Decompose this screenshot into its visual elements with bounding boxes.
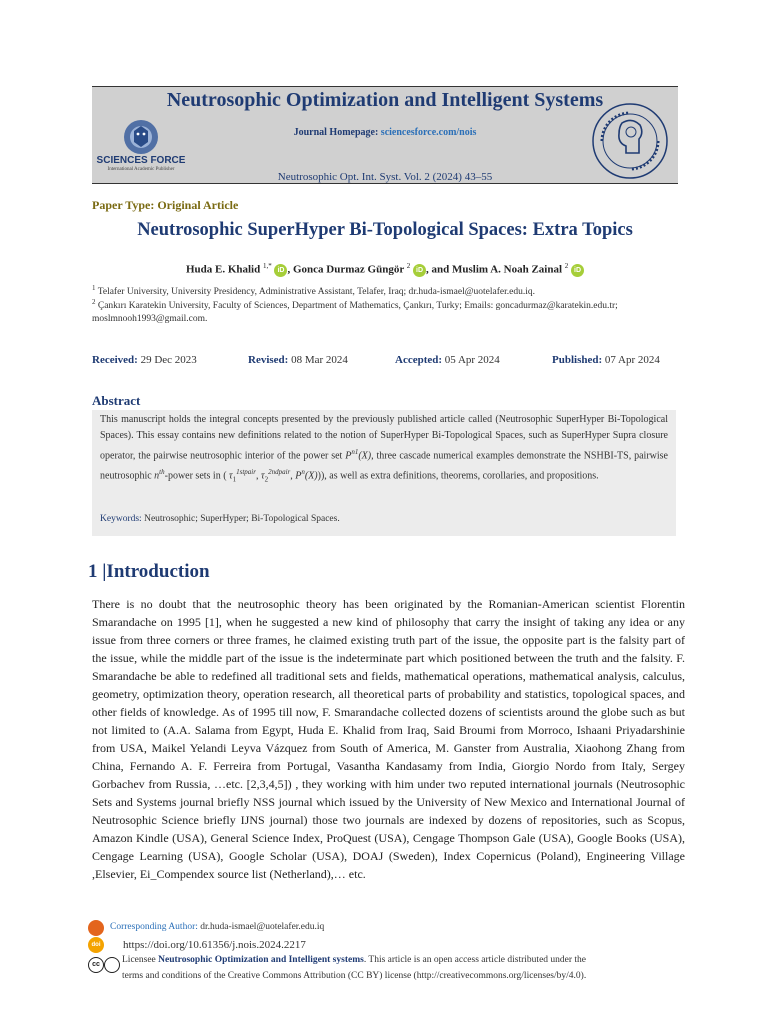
accepted-date: Accepted: 05 Apr 2024 [395,354,500,366]
affiliation [92,296,678,326]
license-line: cc Licensee Neutrosophic Optimization and Intelligent systems. This article is an open access article distributed under the [92,955,586,965]
journal-header [92,86,678,184]
publisher-tagline: International Academic Publisher [107,167,175,172]
publisher-logo-text: SCIENCES FORCE [96,155,186,166]
doi-icon: doi [88,937,104,953]
lion-shield-icon [94,115,188,175]
affiliation-number: 2 [92,298,96,306]
homepage-link[interactable]: sciencesforce.com/nois [380,127,477,138]
keywords [100,514,340,524]
journal-title: Neutrosophic Optimization and Intelligent Systems [166,89,604,111]
author-separator: , [287,263,291,276]
nois-journal-logo [590,101,670,181]
homepage-label: Journal Homepage: [293,127,379,138]
attribution-icon [104,957,120,973]
email-icon [88,920,104,936]
affiliation-text: Telafer University, University Presidency, Administrative Assistant, Telafer, Iraq; dr.huda-ismael@uotelafer.edu.iq. [97,287,535,298]
sciences-force-logo [94,115,188,175]
author-list [92,262,678,277]
creative-commons-icon: cc [88,957,104,973]
author-name: Huda E. Khalid [185,263,261,276]
brain-head-icon [590,101,670,181]
author-affiliation-mark: 2 [406,262,411,270]
author-name: Muslim A. Noah Zainal [452,263,563,276]
orcid-icon[interactable]: iD [274,264,287,277]
revised-date: Revised: 08 Mar 2024 [248,354,348,366]
received-date: Received: 29 Dec 2023 [92,354,197,366]
abstract-text: This manuscript holds the integral concepts presented by the previously published article called (Neutrosophic SuperHyper Bi-Topological Spaces). This essay contains new definitions related to the notion of SuperHyper Bi-Topological Spaces, such as SuperHyper Supra closure operator, the pairwise neutrosophic interior of the power set $P^{n1}(X)$, three cascade numerical examples demonstrate the NSHBI-TS, pairwise neutrosophic $n^{th}$-power sets in ( $\tau_1^{1stpair}$, $\tau_2^{2ndpair}$, $P^n(X)$)), as well as extra definitions, theorems, corollaries, and propositions. [100,414,668,484]
section-heading-introduction: 1 |Introduction [88,561,210,582]
license-journal-name: Neutrosophic Optimization and Intelligent systems [158,955,364,965]
orcid-icon[interactable]: iD [413,264,426,277]
paper-title: Neutrosophic SuperHyper Bi-Topological Spaces: Extra Topics [137,220,633,240]
abstract-box [92,410,676,536]
introduction-paragraph: There is no doubt that the neutrosophic theory has been originated by the Romanian-American scientist Florentin Smarandache on 1995 [1], when he suggested a new kind of philosophy that carry the insight of taking any idea or any issue from three corners or three frames, he claimed existing truth part of the issue, the opposite part is the falsity part of the issue, while the middle part of the issue is the indeterminate part which positioned between the truth and the falsity. F. Smarandache be able to redefined all traditional sets and fields, mathematical operations, mathematical analysis, calculus, geometry, optimization theory, operation research, all theoretical parts of probability and statistics, topological spaces, and other fields of knowledge. As of 1995 till now, F. Smarandache collected dozens of scientists around the globe such as but not limited to (A.A. Salama from Egypt, Huda E. Khalid from Iraq, Said Broumi from Morroco, Ishaani Priyadarshinie from USA, Maikel Yelandi Leyva Vázquez from South of America, M. Ganster from Australia, Xiaohong Zhang from China, Fernando A. F. Ferreira from Portugal, Vasantha Kandasamy from India, Giorgio Nordo from Italy, Sergey Gorbachev from Russia, …etc. [2,3,4,5]) , they working with him under two reputed international journals (Neutrosophic Sets and Systems journal briefly NSS journal which issued by the University of New Mexico and International Journal of Neutrosophic Science briefly IJNS journal) those two journals are indexed by dozens of repositories, such as Scopus, Amazon Kindle (USA), General Science Index, ProQuest (USA), Cengage Thompson Gale (USA), Google Books (USA), Cengage Learning (USA), Google Scholar (USA), DOAJ (Sweden), Index Copernicus (Poland), Engineering Village ,Elsevier, Ei_Compendex source list (Netherland),… etc. [92,597,685,881]
corresponding-email[interactable]: dr.huda-ismael@uotelafer.edu.iq [200,922,325,932]
math-symbol: P [345,450,352,462]
license-terms: terms and conditions of the Creative Commons Attribution (CC BY) license (http://creativecommons.org/licenses/by/4.0). [122,971,587,981]
author-affiliation-mark: 2 [564,262,569,270]
affiliation-number: 1 [92,284,96,292]
keywords-text: Neutrosophic; SuperHyper; Bi-Topological Spaces. [144,514,340,524]
corresponding-author: Corresponding Author: dr.huda-ismael@uotelafer.edu.iq [92,922,324,932]
doi-line [92,939,306,951]
published-date: Published: 07 Apr 2024 [552,354,660,366]
keywords-label: Keywords: [100,514,142,524]
journal-citation: Neutrosophic Opt. Int. Syst. Vol. 2 (2024) 43–55 [277,171,493,183]
author-affiliation-mark: 1,* [262,262,272,270]
paper-type: Paper Type: Original Article [92,198,239,212]
author-name: Gonca Durmaz Güngör [292,263,405,276]
doi-link[interactable]: https://doi.org/10.61356/j.nois.2024.2217 [123,939,306,951]
affiliation-text: Çankırı Karatekin University, Faculty of Sciences, Department of Mathematics, Çankırı, Turky; Emails: goncadurmaz@karatekin.edu.tr; moslmnooh1993@gmail.com. [92,301,618,325]
author-separator: , and [426,263,450,276]
orcid-icon[interactable]: iD [571,264,584,277]
abstract-heading: Abstract [92,393,141,408]
